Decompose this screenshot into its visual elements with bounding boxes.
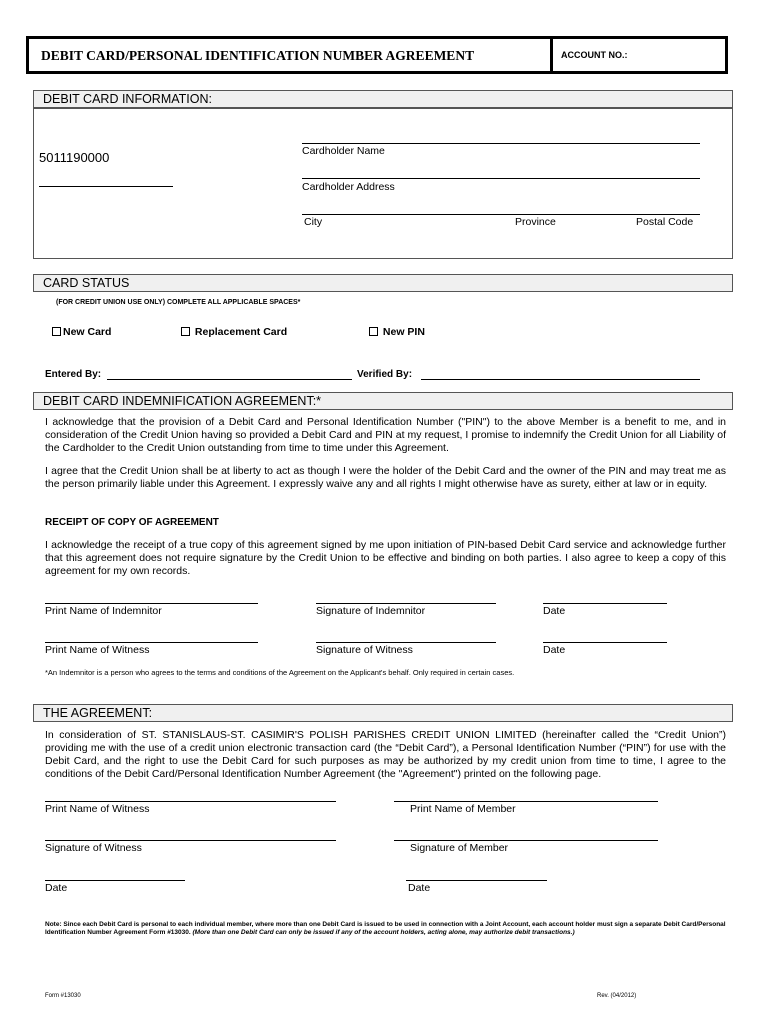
city-line[interactable] (302, 214, 700, 215)
section-header-debit-card-info: DEBIT CARD INFORMATION: (33, 90, 733, 108)
replacement-card-option[interactable] (181, 326, 287, 338)
cardholder-name-label: Cardholder Name (302, 145, 385, 157)
new-card-checkbox[interactable] (52, 327, 61, 336)
verified-by-line[interactable] (421, 379, 700, 380)
indemnification-paragraph-2: I agree that the Credit Union shall be at liberty to act as though I were the holder of the Debit Card and the owner of the PIN and may treat me as the person primarily liable under this Agreement. I expressly waive any and all rights I might otherwise have as surety, either at law or in equity. (45, 465, 726, 490)
joint-account-note-italic: (More than one Debit Card can only be issued if any of the account holders, acting alone, may authorize debit transactions.) (192, 929, 575, 936)
account-number-label: ACCOUNT NO.: (561, 50, 628, 60)
city-label: City (304, 216, 323, 228)
entered-by-label: Entered By: (45, 369, 102, 380)
date-witness-label: Date (543, 644, 566, 656)
receipt-heading: RECEIPT OF COPY OF AGREEMENT (45, 517, 219, 528)
signature-member-line[interactable] (394, 840, 658, 841)
date-indemnitor-line[interactable] (543, 603, 667, 604)
agreement-print-name-witness-label: Print Name of Witness (45, 803, 150, 815)
province-label: Province (515, 216, 556, 228)
signature-witness-line[interactable] (316, 642, 496, 643)
page-title: DEBIT CARD/PERSONAL IDENTIFICATION NUMBER AGREEMENT (41, 48, 475, 63)
print-name-witness-label: Print Name of Witness (45, 644, 150, 656)
print-name-witness-line[interactable] (45, 642, 258, 643)
signature-indemnitor-line[interactable] (316, 603, 496, 604)
agreement-date-left-line[interactable] (45, 880, 185, 881)
indemnification-paragraph-1: I acknowledge that the provision of a Debit Card and Personal Identification Number ("PIN") to the above Member is a benefit to me, and in consideration of the Credit Union having so provided a Debit Card and PIN at my request, I promise to indemnify the Credit Union for all Liability of the Cardholder to the Credit Union outstanding from time to time under this Agreement. (45, 416, 726, 454)
date-witness-line[interactable] (543, 642, 667, 643)
title-divider (550, 39, 553, 71)
print-name-member-line[interactable] (394, 801, 658, 802)
agreement-signature-witness-label: Signature of Witness (45, 842, 142, 854)
revision-date: Rev. (04/2012) (597, 993, 637, 999)
signature-witness-label: Signature of Witness (316, 644, 413, 656)
form-number: Form #13030 (45, 993, 81, 999)
print-name-member-label: Print Name of Member (410, 803, 516, 815)
cardholder-address-line[interactable] (302, 178, 700, 179)
card-number[interactable]: 5011190000 (39, 150, 110, 165)
card-status-instruction: (FOR CREDIT UNION USE ONLY) COMPLETE ALL APPLICABLE SPACES* (56, 299, 301, 306)
new-pin-checkbox[interactable] (369, 327, 378, 336)
agreement-date-left-label: Date (45, 882, 68, 894)
replacement-card-checkbox[interactable] (181, 327, 190, 336)
new-card-label: New Card (63, 326, 112, 338)
section-header-card-status: CARD STATUS (33, 274, 733, 292)
agreement-print-name-witness-line[interactable] (45, 801, 336, 802)
date-indemnitor-label: Date (543, 605, 566, 617)
cardholder-name-line[interactable] (302, 143, 700, 144)
agreement-signature-witness-line[interactable] (45, 840, 336, 841)
section-header-agreement: THE AGREEMENT: (33, 704, 733, 722)
entered-by-line[interactable] (107, 379, 352, 380)
agreement-date-right-label: Date (408, 882, 431, 894)
joint-account-note (45, 921, 727, 937)
title-box (26, 36, 728, 74)
agreement-paragraph: In consideration of ST. STANISLAUS-ST. CASIMIR'S POLISH PARISHES CREDIT UNION LIMITED (hereinafter called the “Credit Union”) providing me with the use of a credit union electronic transaction card (the “Debit Card”), a Personal Identification Number (“PIN”) for use with the Debit Card, and the right to use the Debit Card for such purposes as may be authorized by my credit union from time to time, I agree to the conditions of the Debit Card/Personal Identification Number Agreement (the "Agreement") printed on the following page. (45, 729, 726, 780)
card-number-suffix-line[interactable] (39, 186, 173, 187)
replacement-card-label: Replacement Card (194, 326, 288, 338)
print-name-indemnitor-line[interactable] (45, 603, 258, 604)
agreement-date-right-line[interactable] (406, 880, 547, 881)
new-card-option[interactable] (52, 326, 111, 338)
receipt-paragraph: I acknowledge the receipt of a true copy of this agreement signed by me upon initiation of PIN-based Debit Card service and acknowledge further that this agreement does not require signature by the Credit Union to be effective and binding on both parties. I also agree to keep a copy of this agreement for my own records. (45, 539, 726, 577)
verified-by-label: Verified By: (357, 369, 413, 380)
signature-indemnitor-label: Signature of Indemnitor (316, 605, 426, 617)
print-name-indemnitor-label: Print Name of Indemnitor (45, 605, 162, 617)
cardholder-address-label: Cardholder Address (302, 181, 395, 193)
new-pin-label: New PIN (382, 326, 425, 338)
signature-member-label: Signature of Member (410, 842, 509, 854)
postal-code-label: Postal Code (636, 216, 694, 228)
new-pin-option[interactable] (369, 326, 425, 338)
section-header-indemnification: DEBIT CARD INDEMNIFICATION AGREEMENT:* (33, 392, 733, 410)
joint-account-note-text: Note: Since each Debit Card is personal to each individual member, where more than one Debit Card is issued to be used in connection with a Joint Account, each account holder must sign a separate Debit Card/Personal Identification Number Agreement Form #13030. (45, 921, 726, 936)
indemnitor-footnote: *An Indemnitor is a person who agrees to the terms and conditions of the Agreement on the Applicant's behalf. Only required in certain cases. (45, 668, 515, 677)
